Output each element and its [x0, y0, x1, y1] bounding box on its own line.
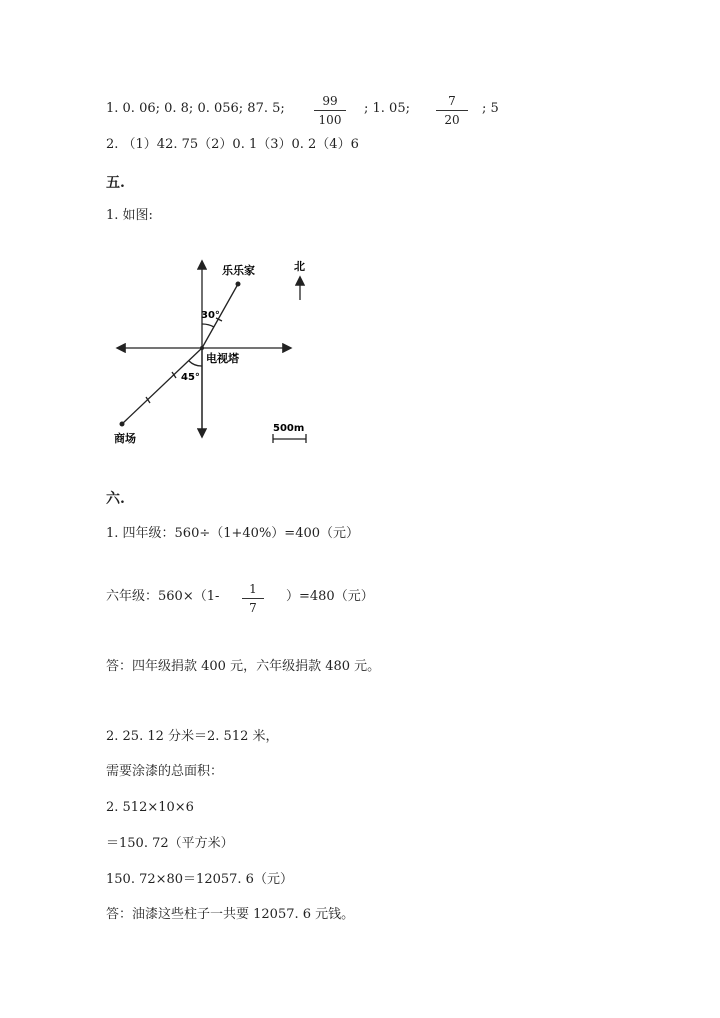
tower-point: [200, 346, 204, 350]
answer-6-1-line2-b: ）=480（元）: [286, 589, 374, 604]
fraction-numerator: 99: [322, 94, 338, 108]
answer-6-2-line1: 2. 25. 12 分米＝2. 512 米，: [106, 729, 279, 744]
angle-arc-bottom: [189, 361, 202, 366]
line-to-mall: [122, 348, 202, 424]
scale-label: 500m: [273, 423, 305, 434]
home-point: [236, 282, 241, 287]
answer-6-1-line1: 1. 四年级：560÷（1+40%）=400（元）: [106, 526, 360, 541]
answer-6-1-conclusion: 答：四年级捐款 400 元，六年级捐款 480 元。: [106, 659, 381, 674]
answer-6-1-line2-a: 六年级：560×（1-: [106, 589, 220, 604]
mall-point: [120, 422, 125, 427]
fraction-bar: [242, 598, 264, 599]
tower-label: 电视塔: [206, 352, 239, 365]
angle-arc-top: [202, 324, 214, 327]
answer-6-2-line2: 需要涂漆的总面积：: [106, 764, 224, 779]
answer-6-2-conclusion: 答：油漆这些柱子一共要 12057. 6 元钱。: [106, 907, 355, 922]
angle-top-label: 30°: [201, 310, 220, 321]
angle-bottom-label: 45°: [181, 372, 200, 383]
answer-4-2: 2. （1）42. 75（2）0. 1（3）0. 2（4）6: [106, 137, 359, 152]
answer-6-2-line3: 2. 512×10×6: [106, 800, 194, 815]
section-heading-6: 六.: [106, 491, 125, 507]
mall-label: 商场: [114, 432, 136, 445]
section-heading-5: 五.: [106, 175, 125, 191]
answer-4-1-part-a: 1. 0. 06; 0. 8; 0. 056; 87. 5;: [106, 101, 285, 116]
answer-6-2-line4: ＝150. 72（平方米）: [106, 836, 234, 851]
fraction-denominator: 100: [318, 113, 342, 127]
home-label: 乐乐家: [222, 264, 255, 277]
fraction-denominator: 20: [444, 113, 460, 127]
north-label: 北: [294, 260, 305, 273]
fraction-1-7: [238, 582, 268, 615]
fraction-denominator: 7: [249, 601, 257, 615]
answer-4-1-part-b: ; 1. 05;: [364, 101, 410, 116]
fraction-numerator: 1: [249, 582, 257, 596]
answer-6-2-line5: 150. 72×80＝12057. 6（元）: [106, 872, 293, 887]
fraction-numerator: 7: [448, 94, 456, 108]
answer-5-1: 1. 如图:: [106, 208, 153, 223]
answer-4-1-part-c: ; 5: [482, 101, 499, 116]
